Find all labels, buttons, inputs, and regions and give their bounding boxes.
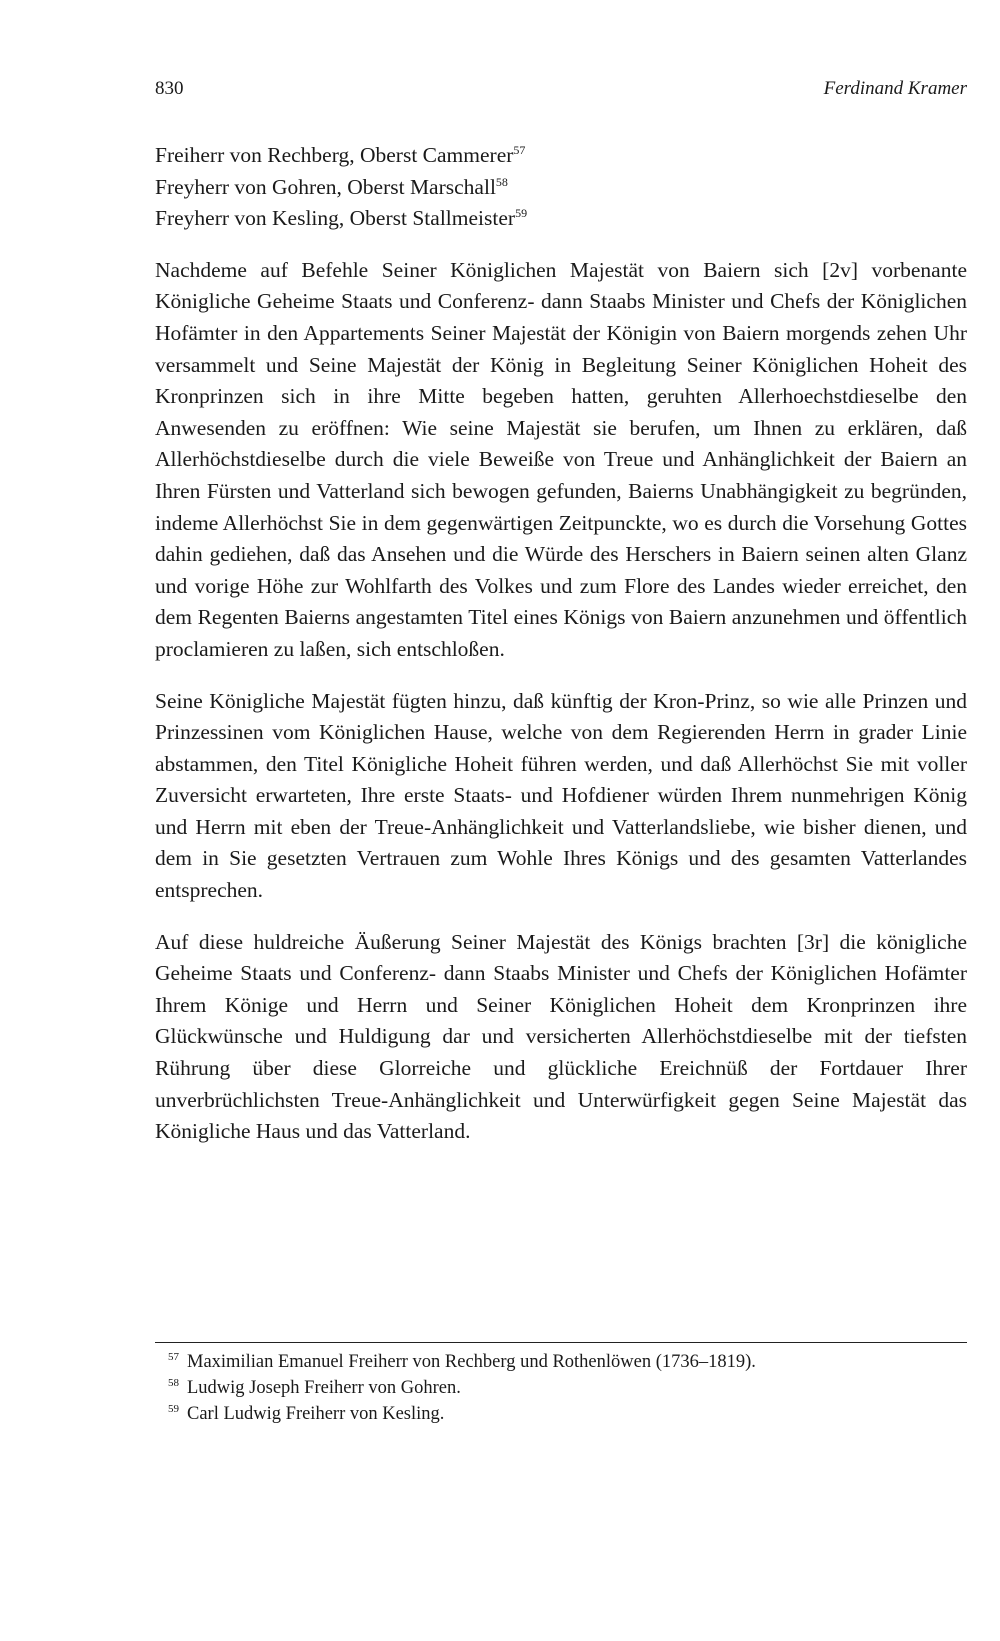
- page-number: 830: [155, 78, 184, 99]
- footnote-text: Carl Ludwig Freiherr von Kesling.: [187, 1404, 445, 1424]
- footnote-marker: 58: [495, 174, 508, 189]
- footnote: [168, 1349, 968, 1375]
- main-text: [155, 140, 967, 1168]
- footnote-marker: 59: [515, 206, 528, 221]
- footnote-divider: [155, 1342, 967, 1343]
- name-text: Freiherr von Rechberg, Oberst Cammerer: [155, 143, 514, 167]
- name-line: [155, 172, 967, 204]
- footnote: [168, 1401, 968, 1427]
- name-text: Freyherr von Kesling, Oberst Stallmeister: [155, 206, 516, 231]
- name-list: [155, 140, 967, 235]
- footnote-marker: 57: [513, 142, 526, 157]
- name-line: [155, 140, 967, 172]
- footnote: [168, 1375, 968, 1401]
- footnotes: [168, 1349, 968, 1427]
- footnote-number: 59: [168, 1402, 179, 1415]
- paragraph: Seine Königliche Majestät fügten hinzu, daß künftig der Kron-Prinz, so wie alle Prinzen und Prinzessinen vom Königlichen Hause, welche von dem Regierenden Herrn in grader Linie abstammen, den Titel Königliche Hoheit führen werden, und daß Allerhöchst Sie mit voller Zuversicht erwarteten, Ihre erste Staats- und Hofdiener würden Ihrem nunmehrigen König und Herrn mit eben der Treue-Anhänglichkeit und Vatterlandsliebe, wie bisher dienen, und dem in Sie gesetzten Vertrauen zum Wohle Ihres Königs und des gesamten Vatterlandes entsprechen.: [155, 688, 967, 903]
- footnote-text: Ludwig Joseph Freiherr von Gohren.: [187, 1378, 461, 1398]
- paragraph: Auf diese huldreiche Äußerung Seiner Majestät des Königs brachten [3r] die königliche Geheime Staats und Conferenz- dann Staabs Minister und Chefs der Königlichen Hofämter Ihrem Könige und Herrn und Seiner Königlichen Hoheit dem Kronprinzen ihre Glückwünsche und Huldigung dar und versicherten Allerhöchstdieselbe mit der tiefsten Rührung über diese Glorreiche und glückliche Ereichnüß der Fortdauer Ihrer unverbrüchlichsten Treue-Anhänglichkeit und Unterwürfigkeit gegen Seine Majestät das Königliche Haus und das Vatterland.: [155, 929, 967, 1144]
- running-head: Ferdinand Kramer: [823, 78, 967, 99]
- paragraph: Nachdeme auf Befehle Seiner Königlichen Majestät von Baiern sich [2v] vorbenante Königliche Geheime Staats und Conferenz- dann Staabs Minister und Chefs der Königlichen Hofämter in den Appartements Seiner Majestät der Königin von Baiern morgends zehen Uhr versammelt und Seine Majestät der König in Begleitung Seiner Königlichen Hoheit des Kronprinzen sich in ihre Mitte begeben hatten, geruhten Allerhoechstdieselbe den Anwesenden zu eröffnen: Wie seine Majestät sie berufen, um Ihnen zu erklären, daß Allerhöchstdieselbe durch die viele Beweiße von Treue und Anhänglichkeit der Baiern an Ihren Fürsten und Vatterland sich bewogen gefunden, Baierns Unabhängigkeit zu begründen, indeme Allerhöchst Sie in dem gegenwärtigen Zeitpunckte, wo es durch die Vorsehung Gottes dahin gediehen, daß das Ansehen und die Würde des Herschers in Baiern seinen alten Glanz und vorige Höhe zur Wohlfarth des Volkes und zum Flore des Landes wieder erreichet, den dem Regenten Baierns angestamten Titel eines Königs von Baiern anzunehmen und öffentlich proclamieren zu laßen, sich entschloßen.: [155, 257, 967, 661]
- footnote-text: Maximilian Emanuel Freiherr von Rechberg und Rothenlöwen (1736–1819).: [187, 1352, 756, 1372]
- name-line: [155, 203, 967, 235]
- footnote-number: 58: [168, 1376, 179, 1389]
- page-header: [155, 78, 967, 108]
- name-text: Freyherr von Gohren, Oberst Marschall: [155, 174, 496, 199]
- footnote-number: 57: [168, 1350, 179, 1363]
